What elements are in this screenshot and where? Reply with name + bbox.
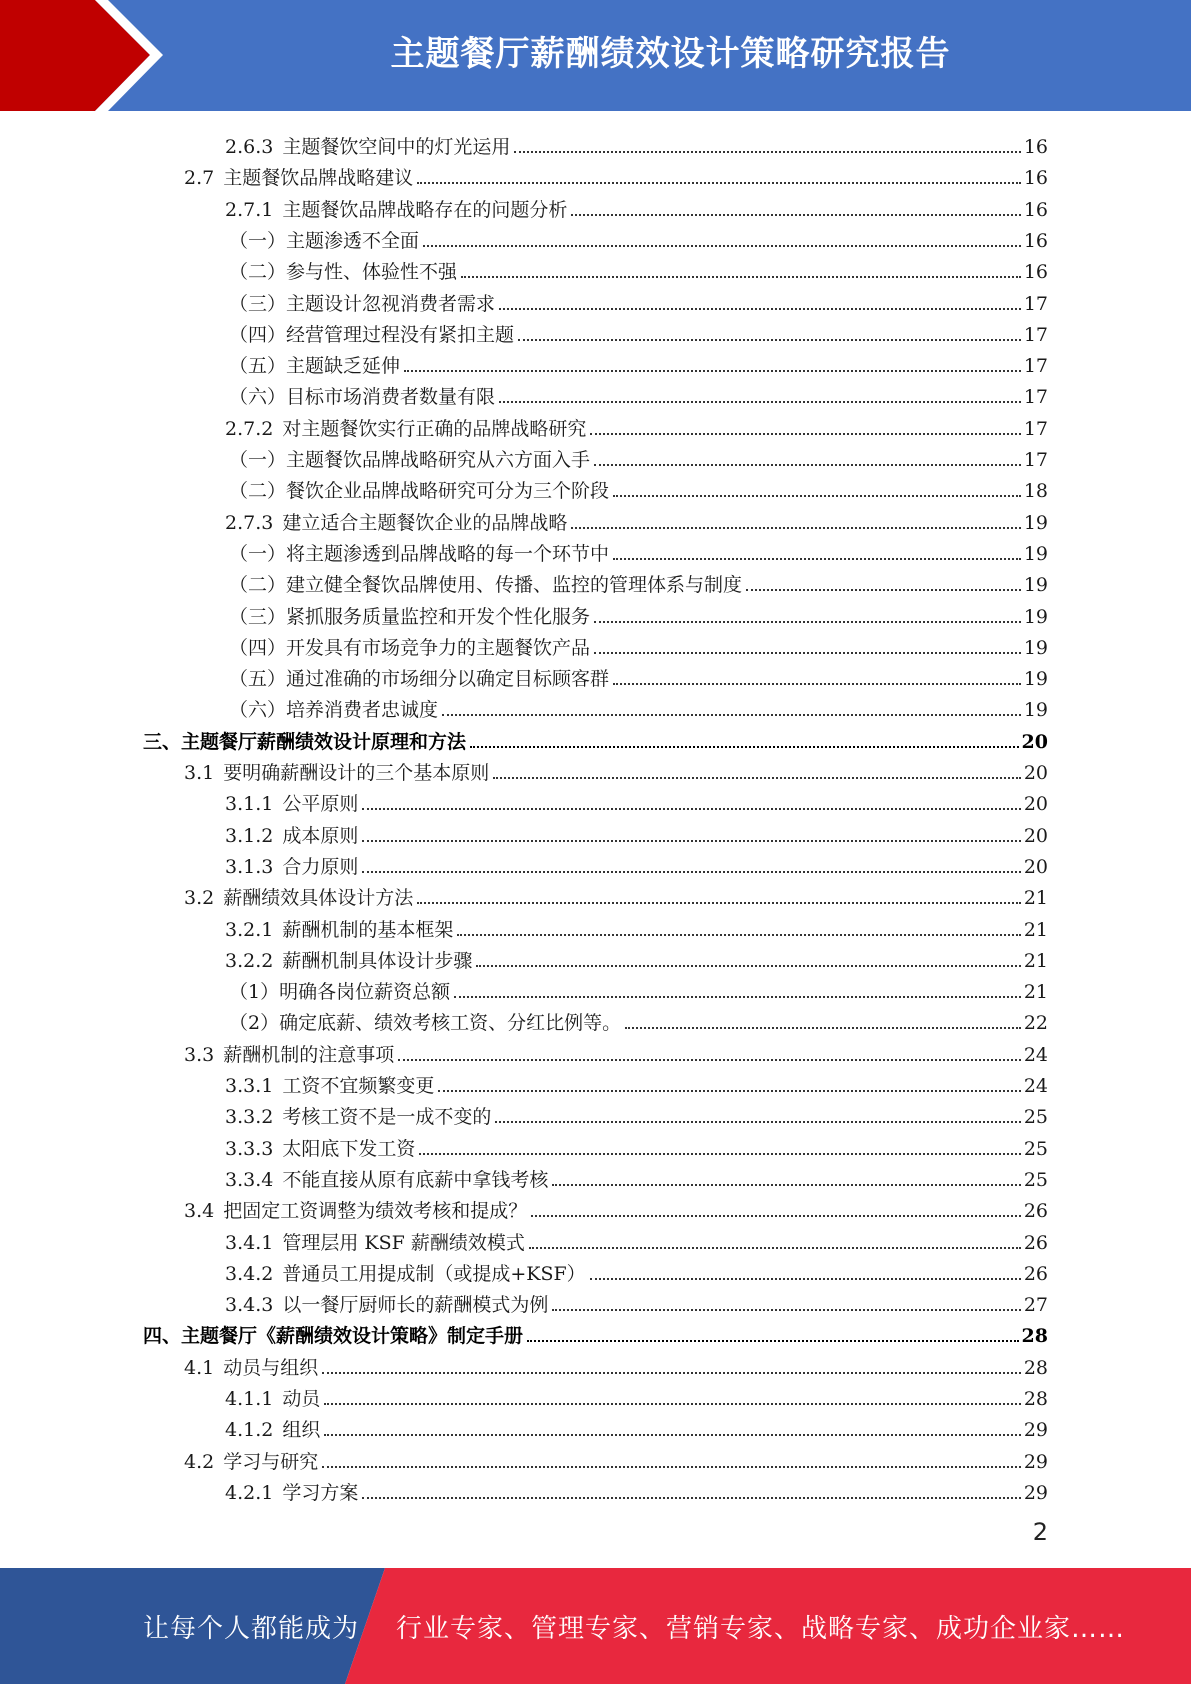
toc-entry-page: 19 xyxy=(1023,699,1048,722)
toc-entry-page: 16 xyxy=(1023,229,1048,252)
toc-entry-number: 3.2.1 xyxy=(225,918,274,941)
toc-entry-title: 要明确薪酬设计的三个基本原则 xyxy=(223,762,490,784)
toc-entry-page: 19 xyxy=(1023,636,1048,659)
toc-entry-title: （五）主题缺乏延伸 xyxy=(229,355,401,378)
toc-dot-leader xyxy=(571,213,1020,216)
toc-entry-number: 3.4.3 xyxy=(225,1294,274,1317)
toc-dot-leader xyxy=(493,776,1021,779)
toc-entry-page: 16 xyxy=(1023,167,1048,190)
toc-entry-number: 4.1.2 xyxy=(225,1419,274,1442)
toc-dot-leader xyxy=(398,1058,1021,1061)
toc-dot-leader xyxy=(499,307,1021,310)
toc-dot-leader xyxy=(590,432,1020,435)
toc-entry-page: 24 xyxy=(1023,1075,1048,1097)
toc-entry-number: 4.2 xyxy=(184,1450,215,1473)
toc-entry[interactable] xyxy=(225,785,1048,816)
toc-entry[interactable] xyxy=(229,222,1048,253)
toc-entry-title: （三）主题设计忽视消费者需求 xyxy=(229,292,496,315)
toc-entry-page: 28 xyxy=(1023,1356,1048,1379)
toc-entry-page: 20 xyxy=(1023,793,1048,816)
toc-entry-page: 21 xyxy=(1023,887,1048,910)
toc-entry-title: （2）确定底薪、绩效考核工资、分红比例等。 xyxy=(229,1012,622,1035)
toc-entry-title: 把固定工资调整为绩效考核和提成？ xyxy=(223,1200,528,1223)
toc-entry-title: （三）紧抓服务质量监控和开发个性化服务 xyxy=(229,605,591,628)
toc-entry-page: 29 xyxy=(1023,1481,1048,1504)
toc-entry[interactable] xyxy=(225,1286,1048,1317)
toc-entry-page: 26 xyxy=(1023,1200,1048,1223)
toc-entry-number: 3.2.2 xyxy=(225,949,274,972)
toc-entry[interactable] xyxy=(143,723,1048,754)
toc-entry-page: 17 xyxy=(1023,386,1048,409)
toc-entry-page: 17 xyxy=(1023,355,1048,378)
toc-entry-title: 成本原则 xyxy=(282,824,359,847)
toc-entry-title: 动员与组织 xyxy=(223,1356,319,1379)
toc-entry-title: 普通员工用提成制（或提成+KSF） xyxy=(282,1262,586,1285)
page-footer xyxy=(0,1568,1191,1684)
toc-entry-page: 17 xyxy=(1023,417,1048,440)
footer-slogan-left: 让每个人都能成为 xyxy=(143,1614,360,1644)
toc-entry-title: 动员 xyxy=(282,1388,321,1410)
toc-entry-number: 2.7.1 xyxy=(225,198,274,221)
page-header xyxy=(0,0,1191,111)
toc-entry-title: （四）经营管理过程没有紧扣主题 xyxy=(229,323,515,346)
toc-dot-leader xyxy=(518,338,1021,341)
toc-entry[interactable] xyxy=(225,1130,1048,1161)
toc-entry-title: （一）将主题渗透到品牌战略的每一个环节中 xyxy=(229,542,610,565)
toc-entry-number: 3.3.4 xyxy=(225,1168,274,1191)
toc-dot-leader xyxy=(417,901,1021,904)
toc-dot-leader xyxy=(625,1026,1021,1029)
toc-entry[interactable] xyxy=(229,1004,1048,1035)
toc-entry[interactable] xyxy=(225,817,1048,848)
toc-entry-title: （二）建立健全餐饮品牌使用、传播、监控的管理体系与制度 xyxy=(229,574,743,597)
page-number: 2 xyxy=(1032,1518,1048,1546)
toc-entry[interactable] xyxy=(225,1411,1048,1442)
toc-dot-leader xyxy=(423,244,1021,247)
toc-entry-page: 18 xyxy=(1023,480,1048,503)
toc-entry[interactable] xyxy=(229,566,1048,597)
toc-entry-page: 19 xyxy=(1023,605,1048,628)
toc-entry-title: 对主题餐饮实行正确的品牌战略研究 xyxy=(282,417,587,440)
toc-entry[interactable] xyxy=(225,1067,1048,1098)
toc-entry-title: （1）明确各岗位薪资总额 xyxy=(229,981,451,1004)
toc-entry-page: 21 xyxy=(1023,918,1048,941)
report-title: 主题餐厅薪酬绩效设计策略研究报告 xyxy=(390,34,951,74)
toc-entry-title: 四、主题餐厅《薪酬绩效设计策略》制定手册 xyxy=(143,1325,524,1348)
toc-entry-number: 3.4 xyxy=(184,1200,215,1223)
toc-dot-leader xyxy=(322,1371,1021,1374)
toc-entry-page: 19 xyxy=(1023,542,1048,565)
toc-entry-page: 20 xyxy=(1021,730,1048,753)
toc-entry[interactable] xyxy=(225,504,1048,535)
toc-entry[interactable] xyxy=(225,848,1048,879)
toc-entry-number: 2.7.2 xyxy=(225,417,274,440)
toc-dot-leader xyxy=(322,1465,1021,1468)
toc-dot-leader xyxy=(594,620,1021,623)
toc-entry-title: 薪酬绩效具体设计方法 xyxy=(223,887,414,910)
toc-dot-leader xyxy=(324,1402,1020,1405)
toc-entry-page: 29 xyxy=(1023,1419,1048,1442)
toc-entry-title: （六）培养消费者忠诚度 xyxy=(229,699,439,722)
toc-entry[interactable] xyxy=(225,1224,1048,1255)
toc-entry[interactable] xyxy=(225,1255,1048,1286)
toc-dot-leader xyxy=(461,275,1021,278)
toc-dot-leader xyxy=(419,1152,1020,1155)
toc-entry-page: 25 xyxy=(1023,1168,1048,1191)
toc-entry-title: （二）餐饮企业品牌战略研究可分为三个阶段 xyxy=(229,480,610,503)
toc-entry-number: 2.7 xyxy=(184,167,215,190)
footer-slogan-right: 行业专家、管理专家、营销专家、战略专家、成功企业家…… xyxy=(396,1614,1126,1644)
toc-dot-leader xyxy=(594,651,1021,654)
toc-entry[interactable] xyxy=(229,629,1048,660)
toc-entry-number: 4.2.1 xyxy=(225,1481,274,1504)
toc-entry-title: 太阳底下发工资 xyxy=(282,1137,416,1160)
toc-entry-number: 3.3.1 xyxy=(225,1075,274,1097)
toc-entry-number: 3.1 xyxy=(184,762,215,784)
toc-entry-page: 24 xyxy=(1023,1043,1048,1066)
toc-entry[interactable] xyxy=(229,660,1048,691)
toc-dot-leader xyxy=(571,526,1020,529)
toc-dot-leader xyxy=(438,1089,1020,1092)
toc-entry-number: 3.1.3 xyxy=(225,855,274,878)
toc-entry-page: 16 xyxy=(1023,198,1048,221)
toc-entry-title: （四）开发具有市场竞争力的主题餐饮产品 xyxy=(229,636,591,659)
toc-dot-leader xyxy=(362,1496,1020,1499)
toc-entry-page: 25 xyxy=(1023,1137,1048,1160)
toc-entry-title: （五）通过准确的市场细分以确定目标顾客群 xyxy=(229,668,610,691)
toc-entry-number: 3.3.2 xyxy=(225,1106,274,1129)
toc-entry-page: 21 xyxy=(1023,949,1048,972)
toc-entry-title: 三、主题餐厅薪酬绩效设计原理和方法 xyxy=(143,730,467,753)
toc-entry[interactable] xyxy=(229,535,1048,566)
toc-entry-page: 29 xyxy=(1023,1450,1048,1473)
toc-entry-page: 16 xyxy=(1023,136,1048,158)
toc-entry[interactable] xyxy=(225,911,1048,942)
toc-dot-leader xyxy=(470,745,1019,748)
toc-entry-page: 20 xyxy=(1023,762,1048,784)
toc-entry-title: 组织 xyxy=(282,1419,321,1442)
toc-entry[interactable] xyxy=(225,128,1048,159)
toc-entry[interactable] xyxy=(229,347,1048,378)
toc-dot-leader xyxy=(514,150,1020,153)
toc-dot-leader xyxy=(613,682,1021,685)
toc-entry[interactable] xyxy=(229,316,1048,347)
toc-entry-page: 19 xyxy=(1023,511,1048,534)
toc-entry-number: 4.1.1 xyxy=(225,1388,274,1410)
toc-entry-title: 工资不宜频繁变更 xyxy=(282,1075,435,1097)
toc-dot-leader xyxy=(324,1433,1020,1436)
toc-entry-number: 4.1 xyxy=(184,1356,215,1379)
toc-entry-title: 合力原则 xyxy=(282,855,359,878)
toc-entry-number: 3.4.1 xyxy=(225,1231,274,1254)
toc-entry-page: 19 xyxy=(1023,574,1048,597)
toc-entry-number: 3.3.3 xyxy=(225,1137,274,1160)
toc-entry-number: 3.1.2 xyxy=(225,824,274,847)
toc-entry[interactable] xyxy=(184,754,1048,785)
toc-entry-page: 20 xyxy=(1023,855,1048,878)
toc-entry-title: 公平原则 xyxy=(282,793,359,816)
toc-dot-leader xyxy=(552,1183,1020,1186)
toc-dot-leader xyxy=(531,1214,1021,1217)
toc-entry-page: 22 xyxy=(1023,1012,1048,1035)
toc-dot-leader xyxy=(594,463,1021,466)
toc-entry[interactable] xyxy=(225,942,1048,973)
toc-entry-title: （一）主题渗透不全面 xyxy=(229,229,420,252)
toc-entry[interactable] xyxy=(225,410,1048,441)
toc-entry-number: 2.7.3 xyxy=(225,511,274,534)
toc-entry[interactable] xyxy=(229,441,1048,472)
toc-entry-page: 26 xyxy=(1023,1231,1048,1254)
toc-entry-page: 21 xyxy=(1023,981,1048,1004)
toc-dot-leader xyxy=(362,839,1020,842)
toc-entry[interactable] xyxy=(225,1098,1048,1129)
toc-entry-page: 20 xyxy=(1023,824,1048,847)
toc-entry[interactable] xyxy=(229,285,1048,316)
toc-entry[interactable] xyxy=(229,598,1048,629)
toc-entry-title: 建立适合主题餐饮企业的品牌战略 xyxy=(282,511,568,534)
toc-dot-leader xyxy=(529,1246,1021,1249)
toc-entry-title: （六）目标市场消费者数量有限 xyxy=(229,386,496,409)
toc-dot-leader xyxy=(552,1308,1020,1311)
toc-entry-page: 19 xyxy=(1023,668,1048,691)
toc-entry-page: 16 xyxy=(1023,261,1048,284)
toc-dot-leader xyxy=(499,400,1021,403)
toc-entry[interactable] xyxy=(184,1036,1048,1067)
toc-entry[interactable] xyxy=(184,1349,1048,1380)
toc-entry[interactable] xyxy=(184,1192,1048,1223)
toc-dot-leader xyxy=(454,995,1021,998)
toc-dot-leader xyxy=(613,557,1021,560)
toc-entry-title: （二）参与性、体验性不强 xyxy=(229,261,458,284)
toc-dot-leader xyxy=(442,713,1021,716)
toc-dot-leader xyxy=(417,181,1021,184)
toc-dot-leader xyxy=(613,494,1021,497)
toc-entry-page: 26 xyxy=(1023,1262,1048,1285)
toc-entry-page: 28 xyxy=(1023,1388,1048,1410)
toc-entry-page: 28 xyxy=(1021,1325,1048,1348)
toc-entry-number: 3.3 xyxy=(184,1043,215,1066)
toc-entry-title: 主题餐饮空间中的灯光运用 xyxy=(282,136,511,158)
toc-entry-title: （一）主题餐饮品牌战略研究从六方面入手 xyxy=(229,449,591,471)
toc-entry[interactable] xyxy=(229,973,1048,1004)
toc-entry-title: 以一餐厅厨师长的薪酬模式为例 xyxy=(282,1294,549,1317)
toc-entry-title: 学习与研究 xyxy=(223,1450,319,1473)
toc-entry-title: 薪酬机制的基本框架 xyxy=(282,918,454,941)
toc-entry-title: 薪酬机制的注意事项 xyxy=(223,1043,395,1066)
toc-entry[interactable] xyxy=(229,691,1048,722)
toc-dot-leader xyxy=(362,870,1020,873)
toc-entry-number: 3.4.2 xyxy=(225,1262,274,1285)
toc-entry-page: 27 xyxy=(1023,1294,1048,1317)
toc-dot-leader xyxy=(476,964,1020,967)
toc-dot-leader xyxy=(746,588,1021,591)
toc-entry-title: 薪酬机制具体设计步骤 xyxy=(282,949,473,972)
toc-entry[interactable] xyxy=(229,378,1048,409)
toc-entry-title: 管理层用 KSF 薪酬绩效模式 xyxy=(282,1231,525,1254)
toc-entry-title: 不能直接从原有底薪中拿钱考核 xyxy=(282,1168,549,1191)
toc-entry-title: 主题餐饮品牌战略建议 xyxy=(223,167,414,190)
toc-dot-leader xyxy=(404,369,1021,372)
toc-entry-page: 17 xyxy=(1023,449,1048,471)
toc-entry[interactable] xyxy=(225,1474,1048,1505)
toc-entry-page: 17 xyxy=(1023,292,1048,315)
toc-entry[interactable] xyxy=(184,159,1048,190)
toc-entry[interactable] xyxy=(229,253,1048,284)
toc-entry-number: 2.6.3 xyxy=(225,136,274,158)
toc-entry[interactable] xyxy=(225,1380,1048,1411)
toc-dot-leader xyxy=(527,1339,1019,1342)
toc-entry-page: 25 xyxy=(1023,1106,1048,1129)
toc-entry[interactable] xyxy=(143,1317,1048,1348)
toc-dot-leader xyxy=(362,807,1020,810)
toc-entry-title: 学习方案 xyxy=(282,1481,359,1504)
toc-entry-number: 3.1.1 xyxy=(225,793,274,816)
toc-entry[interactable] xyxy=(225,191,1048,222)
toc-entry[interactable] xyxy=(184,1443,1048,1474)
toc-entry-page: 17 xyxy=(1023,323,1048,346)
toc-entry-title: 考核工资不是一成不变的 xyxy=(282,1106,492,1129)
toc-entry[interactable] xyxy=(225,1161,1048,1192)
toc-dot-leader xyxy=(495,1120,1020,1123)
toc-dot-leader xyxy=(457,933,1020,936)
toc-entry[interactable] xyxy=(184,879,1048,910)
toc-entry[interactable] xyxy=(229,472,1048,503)
toc-entry-number: 3.2 xyxy=(184,887,215,910)
toc-dot-leader xyxy=(590,1277,1021,1280)
toc-entry-title: 主题餐饮品牌战略存在的问题分析 xyxy=(282,198,568,221)
